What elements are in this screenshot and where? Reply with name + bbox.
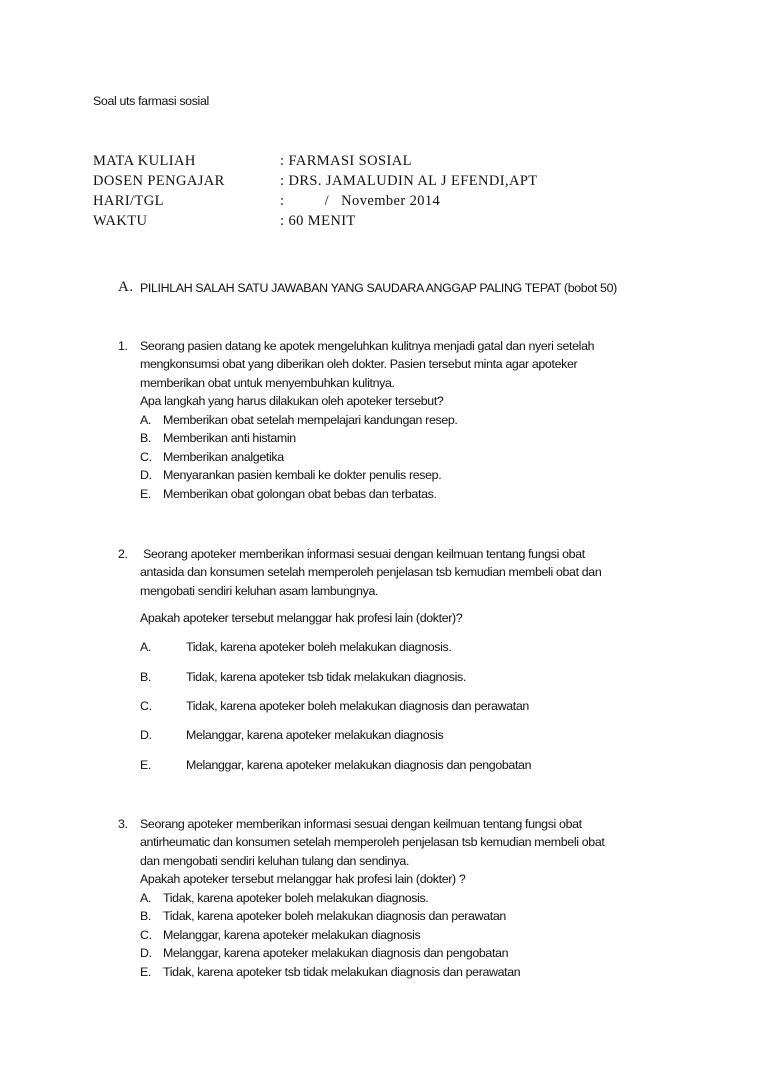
question-prompt: Apakah apoteker tersebut melanggar hak profesi lain (dokter)?	[140, 611, 463, 625]
option-letter: C.	[140, 699, 152, 713]
option-letter: D.	[140, 468, 152, 482]
question-text-line: Seorang apoteker memberikan informasi sesuai dengan keilmuan tentang fungsi obat	[140, 817, 582, 831]
question-text-line: dan mengobati sendiri keluhan tulang dan sendinya.	[140, 854, 410, 868]
header-label-time: WAKTU	[93, 213, 148, 229]
option-text: Tidak, karena apoteker tsb tidak melakukan diagnosis.	[186, 670, 466, 684]
header-value-course: : FARMASI SOSIAL	[280, 153, 412, 169]
question-number: 2.	[118, 547, 128, 561]
question-text-line: mengobati sendiri keluhan asam lambungnya.	[140, 584, 379, 598]
question-number: 1.	[118, 339, 128, 353]
question-number: 3.	[118, 817, 128, 831]
question-text-line: Seorang apoteker memberikan informasi sesuai dengan keilmuan tentang fungsi obat	[140, 547, 585, 561]
header-value-lecturer: : DRS. JAMALUDIN AL J EFENDI,APT	[280, 173, 538, 189]
option-letter: D.	[140, 946, 152, 960]
option-letter: A.	[140, 640, 152, 654]
option-letter: E.	[140, 487, 152, 501]
question-text-line: Apakah apoteker tersebut melanggar hak profesi lain (dokter) ?	[140, 872, 466, 886]
option-text: Tidak, karena apoteker boleh melakukan diagnosis.	[163, 891, 429, 905]
option-text: Memberikan anti histamin	[163, 431, 296, 445]
option-letter: B.	[140, 909, 152, 923]
option-text: Melanggar, karena apoteker melakukan diagnosis dan pengobatan	[163, 946, 509, 960]
option-text: Melanggar, karena apoteker melakukan diagnosis	[186, 728, 444, 742]
question-text-line: mengkonsumsi obat yang diberikan oleh dokter. Pasien tersebut minta agar apoteker	[140, 357, 578, 371]
option-text: Melanggar, karena apoteker melakukan diagnosis	[163, 928, 421, 942]
question-text-line: antirheumatic dan konsumen setelah memperoleh penjelasan tsb kemudian membeli obat	[140, 835, 605, 849]
option-letter: C.	[140, 450, 152, 464]
option-letter: B.	[140, 670, 152, 684]
option-letter: E.	[140, 965, 152, 979]
question-text-line: antasida dan konsumen setelah memperoleh penjelasan tsb kemudian membeli obat dan	[140, 565, 602, 579]
question-text-line: memberikan obat untuk menyembuhkan kulitnya.	[140, 376, 395, 390]
option-letter: C.	[140, 928, 152, 942]
option-text: Memberikan obat setelah mempelajari kandungan resep.	[163, 413, 458, 427]
option-text: Melanggar, karena apoteker melakukan diagnosis dan pengobatan	[186, 758, 532, 772]
header-label-lecturer: DOSEN PENGAJAR	[93, 173, 225, 189]
question-text-line: Apa langkah yang harus dilakukan oleh apoteker tersebut?	[140, 394, 444, 408]
option-text: Tidak, karena apoteker tsb tidak melakukan diagnosis dan perawatan	[163, 965, 521, 979]
option-text: Memberikan obat golongan obat bebas dan terbatas.	[163, 487, 437, 501]
section-instruction: PILIHLAH SALAH SATU JAWABAN YANG SAUDARA ANGGAP PALING TEPAT (bobot 50)	[140, 281, 617, 295]
option-letter: B.	[140, 431, 152, 445]
question-text-line: Seorang pasien datang ke apotek mengeluhkan kulitnya menjadi gatal dan nyeri setelah	[140, 339, 595, 353]
option-text: Tidak, karena apoteker boleh melakukan diagnosis.	[186, 640, 452, 654]
option-letter: A.	[140, 891, 152, 905]
option-letter: D.	[140, 728, 152, 742]
document-title: Soal uts farmasi sosial	[93, 94, 209, 108]
option-text: Tidak, karena apoteker boleh melakukan diagnosis dan perawatan	[163, 909, 506, 923]
header-label-course: MATA KULIAH	[93, 153, 196, 169]
option-text: Menyarankan pasien kembali ke dokter penulis resep.	[163, 468, 442, 482]
header-label-date: HARI/TGL	[93, 193, 164, 209]
option-text: Memberikan analgetika	[163, 450, 284, 464]
option-letter: E.	[140, 758, 152, 772]
header-value-date: : / November 2014	[280, 193, 441, 209]
option-letter: A.	[140, 413, 152, 427]
header-value-time: : 60 MENIT	[280, 213, 356, 229]
section-letter: A.	[118, 279, 134, 295]
option-text: Tidak, karena apoteker boleh melakukan diagnosis dan perawatan	[186, 699, 529, 713]
